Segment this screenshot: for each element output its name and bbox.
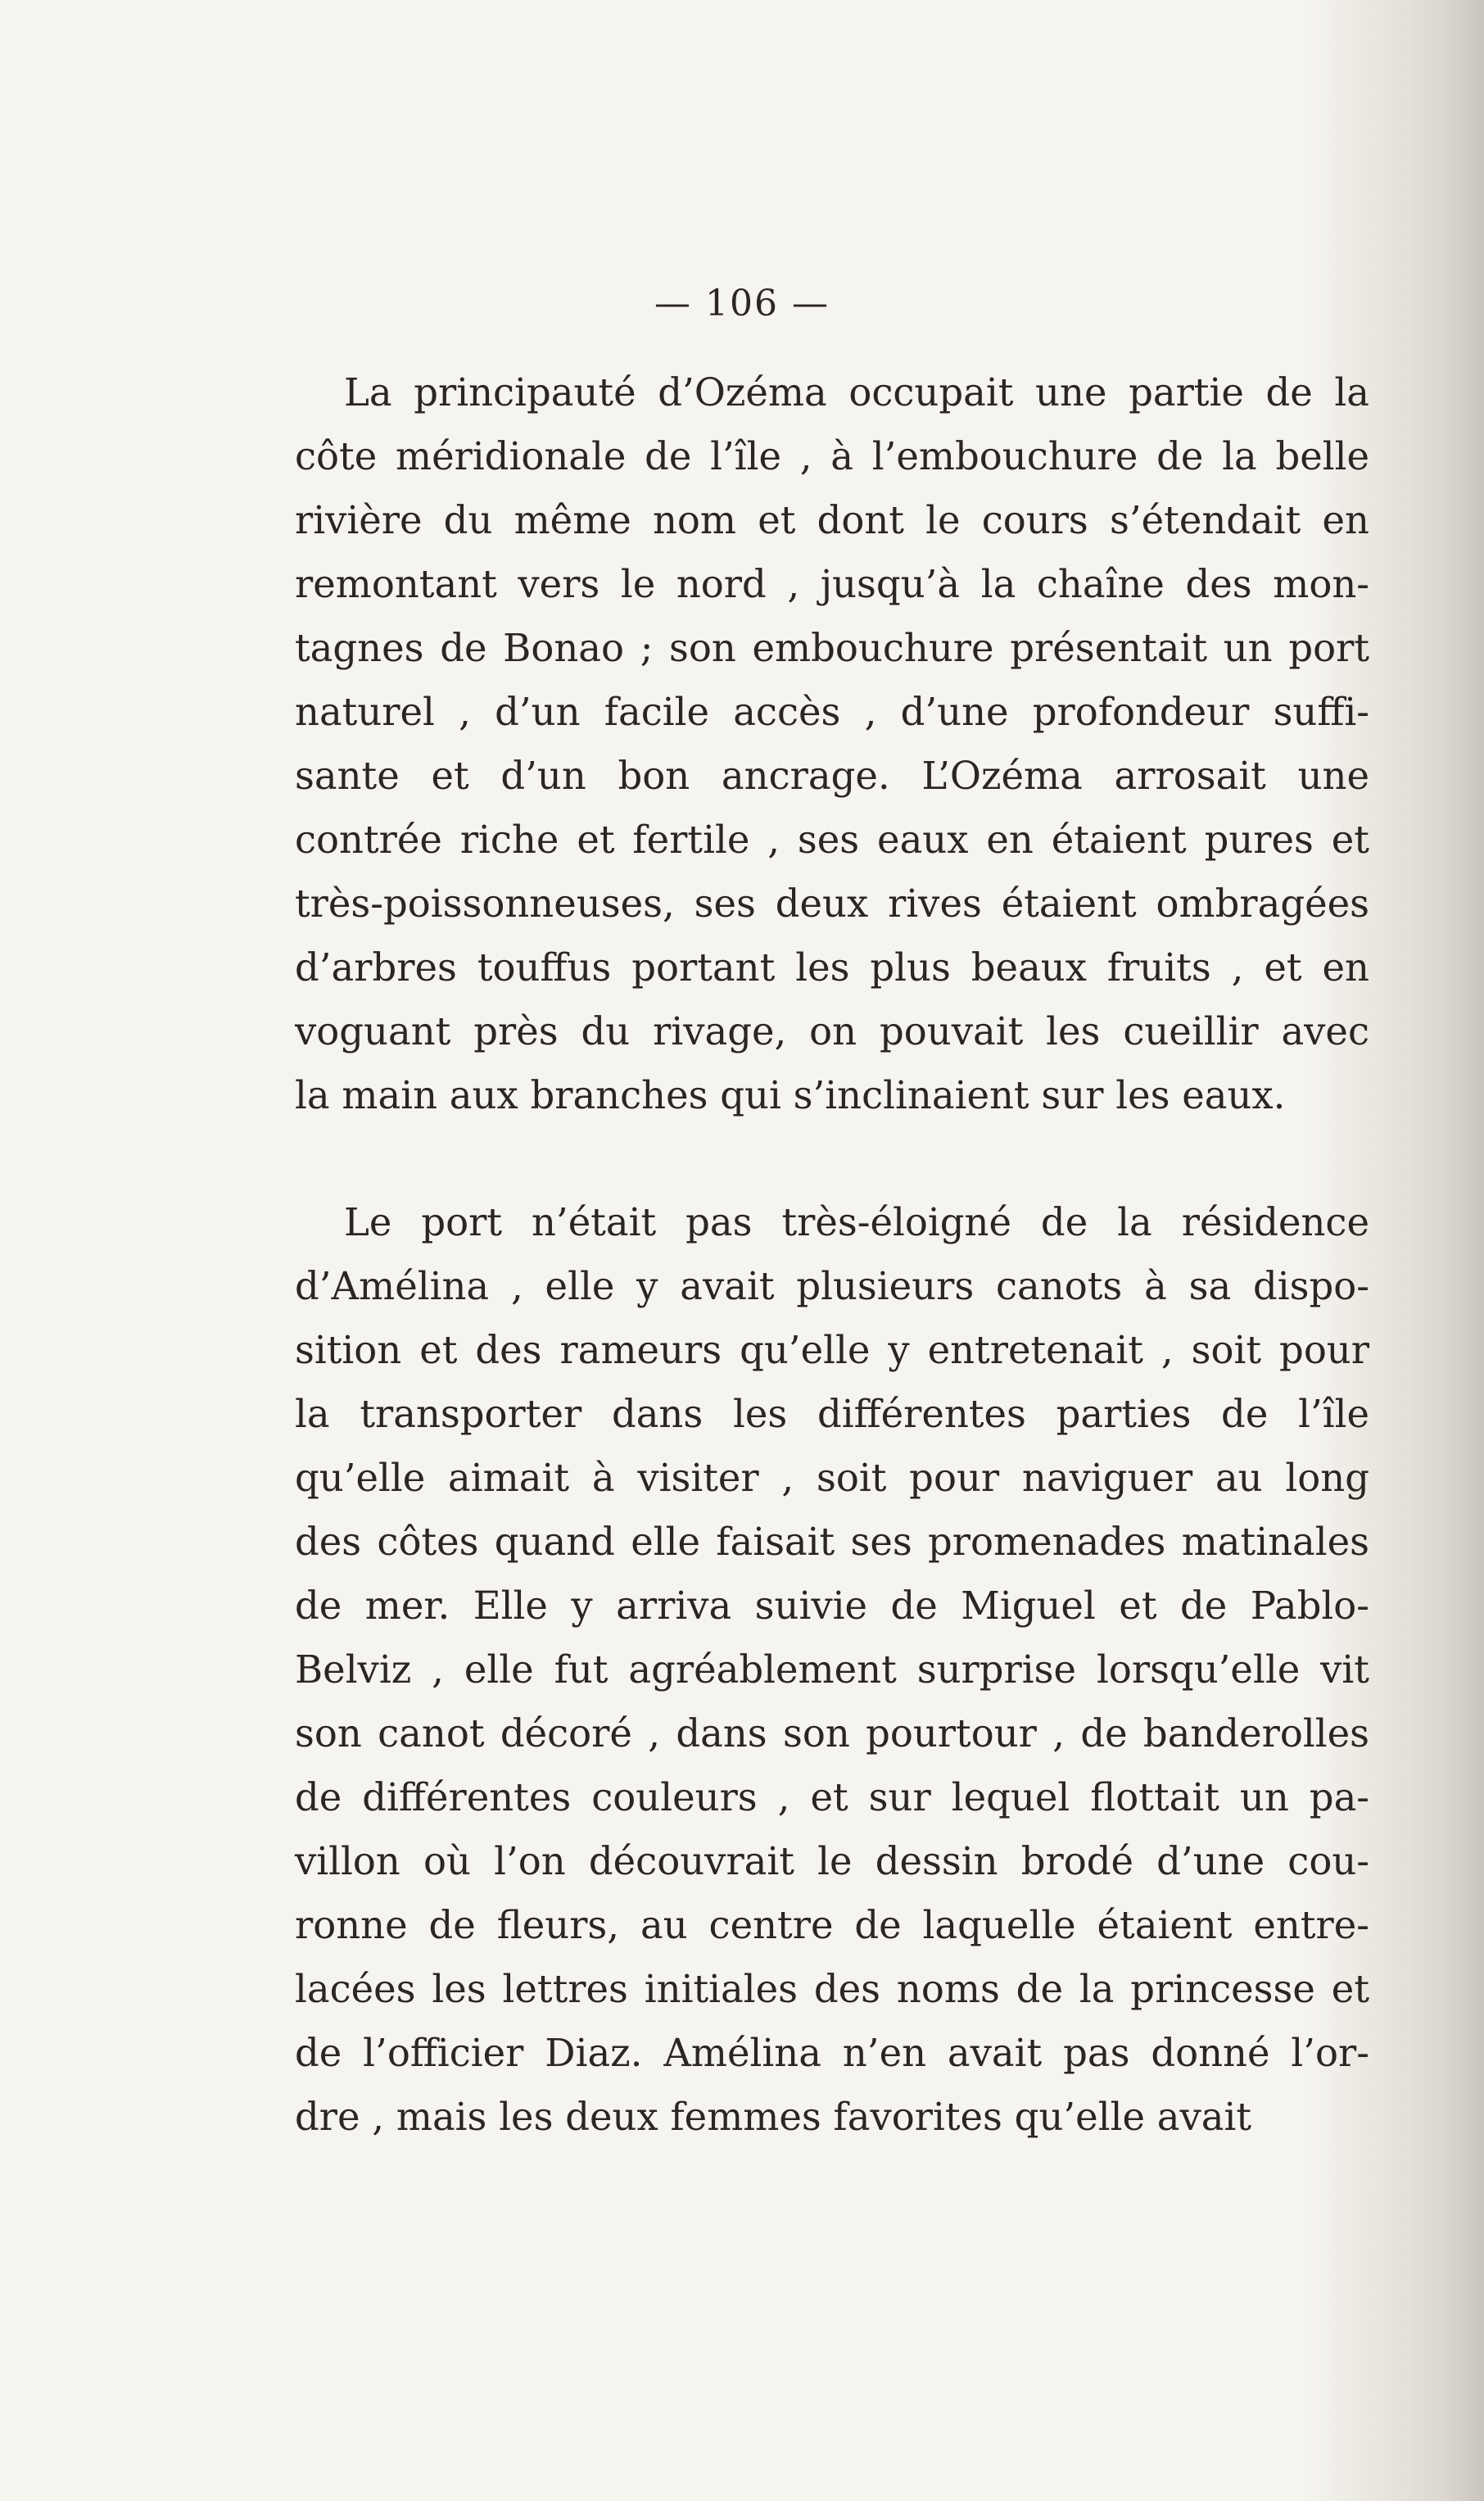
text-line: dre , mais les deux femmes favorites qu’elle avait	[295, 2095, 1252, 2139]
text-line: naturel , d’un facile accès , d’une profondeur suffi-	[295, 690, 1369, 734]
text-line: des côtes quand elle faisait ses promenades matinales	[295, 1520, 1369, 1564]
text-line: qu’elle aimait à visiter , soit pour naviguer au long	[295, 1456, 1369, 1500]
text-line: voguant près du rivage, on pouvait les cueillir avec	[295, 1009, 1369, 1053]
text-line: La principauté d’Ozéma occupait une partie de la	[344, 370, 1369, 415]
paragraph-2	[295, 1190, 1369, 2149]
text-line: de différentes couleurs , et sur lequel flottait un pa-	[295, 1775, 1369, 1819]
text-line: de l’officier Diaz. Amélina n’en avait pas donné l’or-	[295, 2031, 1369, 2075]
text-line: villon où l’on découvrait le dessin brodé d’une cou-	[295, 1839, 1369, 1883]
text-line: de mer. Elle y arriva suivie de Miguel et de Pablo-	[295, 1584, 1369, 1628]
text-line: sante et d’un bon ancrage. L’Ozéma arrosait une	[295, 754, 1369, 798]
page-number: — 106 —	[654, 283, 830, 324]
text-line: la transporter dans les différentes parties de l’île	[295, 1392, 1369, 1436]
text-line: lacées les lettres initiales des noms de la princesse et	[295, 1967, 1369, 2011]
text-line: remontant vers le nord , jusqu’à la chaîne des mon-	[295, 562, 1369, 606]
text-line: tagnes de Bonao ; son embouchure présentait un port	[295, 626, 1369, 670]
text-line: la main aux branches qui s’inclinaient sur les eaux.	[295, 1073, 1286, 1117]
text-line: son canot décoré , dans son pourtour , de banderolles	[295, 1711, 1369, 1756]
text-line: côte méridionale de l’île , à l’embouchure de la belle	[295, 434, 1369, 478]
text-line: très-poissonneuses, ses deux rives étaient ombragées	[295, 881, 1369, 926]
paragraph-1	[295, 360, 1369, 1127]
text-line: Belviz , elle fut agréablement surprise lorsqu’elle vit	[295, 1647, 1369, 1692]
text-line: Le port n’était pas très-éloigné de la résidence	[344, 1200, 1369, 1244]
text-line: ronne de fleurs, au centre de laquelle étaient entre-	[295, 1903, 1369, 1947]
text-line: contrée riche et fertile , ses eaux en étaient pures et	[295, 818, 1369, 862]
text-line: sition et des rameurs qu’elle y entretenait , soit pour	[295, 1328, 1369, 1372]
text-line: rivière du même nom et dont le cours s’étendait en	[295, 498, 1369, 542]
text-line: d’arbres touffus portant les plus beaux fruits , et en	[295, 945, 1369, 990]
text-line: d’Amélina , elle y avait plusieurs canots à sa dispo-	[295, 1264, 1369, 1308]
